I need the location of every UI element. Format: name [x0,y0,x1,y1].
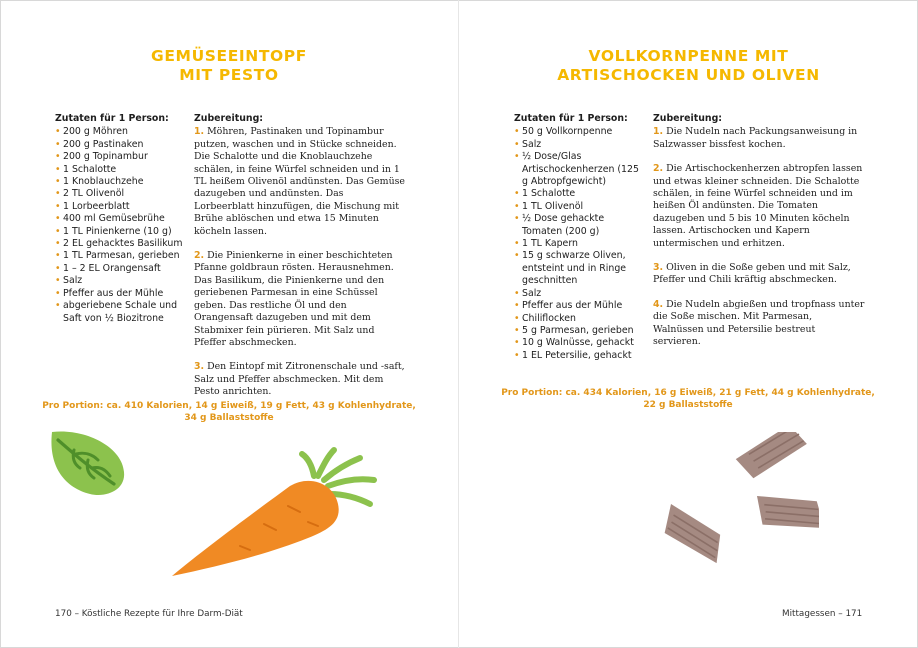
ingredient-item: • 1 TL Parmesan, gerieben [55,250,183,262]
step-number: 3. [653,262,664,274]
ingredient-item: • 200 g Pastinaken [55,139,183,151]
preparation [194,113,406,411]
preparation-step [653,163,865,250]
ingredients-items [55,126,183,325]
ingredient-item: • ½ Dose gehackte Tomaten (200 g) [514,213,642,238]
preparation-step [653,299,865,349]
penne-icon [659,432,819,572]
ingredient-item: • 1 Schalotte [55,164,183,176]
ingredient-item: • 10 g Walnüsse, gehackt [514,337,642,349]
carrot-icon [168,446,390,582]
step-text: Oliven in die Soße geben und mit Salz, Pfeffer und Chili kräftig abschmecken. [653,262,851,286]
recipe-title [459,47,918,85]
ingredient-item: • 1 TL Olivenöl [514,201,642,213]
ingredient-item: • 1 Lorbeerblatt [55,201,183,213]
step-number: 1. [194,126,205,138]
ingredient-item: • Chiliflocken [514,313,642,325]
step-number: 2. [194,250,205,262]
step-text: Die Nudeln nach Packungsanweisung in Salzwasser bissfest kochen. [653,126,858,150]
ingredient-item: • 2 EL gehacktes Basilikum [55,238,183,250]
nutrition-line: 22 g Ballaststoffe [643,400,733,410]
right-page [459,0,918,648]
ingredient-item: • Salz [55,275,183,287]
step-number: 3. [194,361,205,373]
title-line: GEMÜSEEINTOPF [151,47,307,65]
preparation-heading: Zubereitung: [653,113,723,124]
nutrition-line: 34 g Ballaststoffe [184,413,274,423]
ingredient-item: • ½ Dose/Glas Artischockenherzen (125 g Abtropfgewicht) [514,151,642,188]
recipe-title [0,47,458,85]
nutrition-line: Pro Portion: ca. 410 Kalorien, 14 g Eiweiß, 19 g Fett, 43 g Kohlenhydrate, [42,401,416,411]
step-text: Möhren, Pastinaken und Topinambur putzen, waschen und in Stücke schneiden. Die Schalotte und die Knoblauchzehe schälen, in feine Würfel schneiden und in 1 TL heißem Olivenöl andünsten. Das Gemüse dazugeben und andünsten. Das Lorbeerblatt hinzufügen, die Mischung mit Brühe ablöschen und etwa 15 Minuten köcheln lassen. [194,126,405,237]
ingredient-item: • 50 g Vollkornpenne [514,126,642,138]
ingredients-list [55,113,183,325]
ingredient-item: • 1 TL Pinienkerne (10 g) [55,226,183,238]
ingredients-list [514,113,642,362]
ingredient-item: • Salz [514,288,642,300]
ingredient-item: • 200 g Möhren [55,126,183,138]
preparation-heading: Zubereitung: [194,113,264,124]
preparation-step [194,250,406,349]
nutrition-line: Pro Portion: ca. 434 Kalorien, 16 g Eiweiß, 21 g Fett, 44 g Kohlenhydrate, [501,388,875,398]
step-text: Die Nudeln abgießen und tropfnass unter die Soße mischen. Mit Parmesan, Walnüssen und Petersilie bestreut servieren. [653,298,865,348]
preparation-step [194,361,406,398]
ingredient-item: • Pfeffer aus der Mühle [514,300,642,312]
ingredient-item: • 1 Knoblauchzehe [55,176,183,188]
preparation-steps [653,126,865,348]
preparation-steps [194,126,406,398]
ingredient-item: • 200 g Topinambur [55,151,183,163]
title-line: VOLLKORNPENNE MIT [588,47,789,65]
basil-leaf-icon [44,428,130,500]
ingredients-items [514,126,642,362]
ingredient-item: • 2 TL Olivenöl [55,188,183,200]
step-text: Den Eintopf mit Zitronenschale und -saft, Salz und Pfeffer abschmecken. Mit dem Pesto anrichten. [194,361,405,398]
page-footer: Mittagessen – 171 [782,609,863,619]
ingredient-item: • 5 g Parmesan, gerieben [514,325,642,337]
step-number: 1. [653,126,664,138]
ingredient-item: • Salz [514,139,642,151]
step-text: Die Pinienkerne in einer beschichteten Pfanne goldbraun rösten. Herausnehmen. Das Basilikum, die Pinienkerne und den geriebenen Parmesan in eine Schüssel geben. Das restliche Öl und den Orangensaft dazugeben und mit dem Stabmixer fein pürieren. Mit Salz und Pfeffer abschmecken. [194,250,394,348]
nutrition-info [40,400,418,424]
ingredients-heading: Zutaten für 1 Person: [514,113,628,124]
ingredient-item: • abgeriebene Schale und Saft von ½ Biozitrone [55,300,183,325]
step-text: Die Artischockenherzen abtropfen lassen und etwas kleiner schneiden. Die Schalotte schälen, in feine Würfel schneiden und im heißen Öl andünsten. Die Tomaten dazugeben und 5 bis 10 Minuten köcheln lassen. Artischocken und Kapern untermischen und erhitzen. [653,163,863,249]
ingredient-item: • 1 – 2 EL Orangensaft [55,263,183,275]
ingredient-item: • Pfeffer aus der Mühle [55,288,183,300]
page-footer: 170 – Köstliche Rezepte für Ihre Darm-Diät [55,609,243,619]
ingredient-item: • 1 EL Petersilie, gehackt [514,350,642,362]
preparation-step [653,126,865,151]
title-line: ARTISCHOCKEN UND OLIVEN [557,66,820,84]
step-number: 2. [653,163,664,175]
nutrition-info [499,387,877,411]
preparation-step [194,126,406,238]
preparation [653,113,865,361]
ingredient-item: • 15 g schwarze Oliven, entsteint und in Ringe geschnitten [514,250,642,287]
preparation-step [653,262,865,287]
ingredient-item: • 1 TL Kapern [514,238,642,250]
ingredient-item: • 1 Schalotte [514,188,642,200]
ingredients-heading: Zutaten für 1 Person: [55,113,169,124]
step-number: 4. [653,298,664,310]
title-line: MIT PESTO [179,66,279,84]
ingredient-item: • 400 ml Gemüsebrühe [55,213,183,225]
